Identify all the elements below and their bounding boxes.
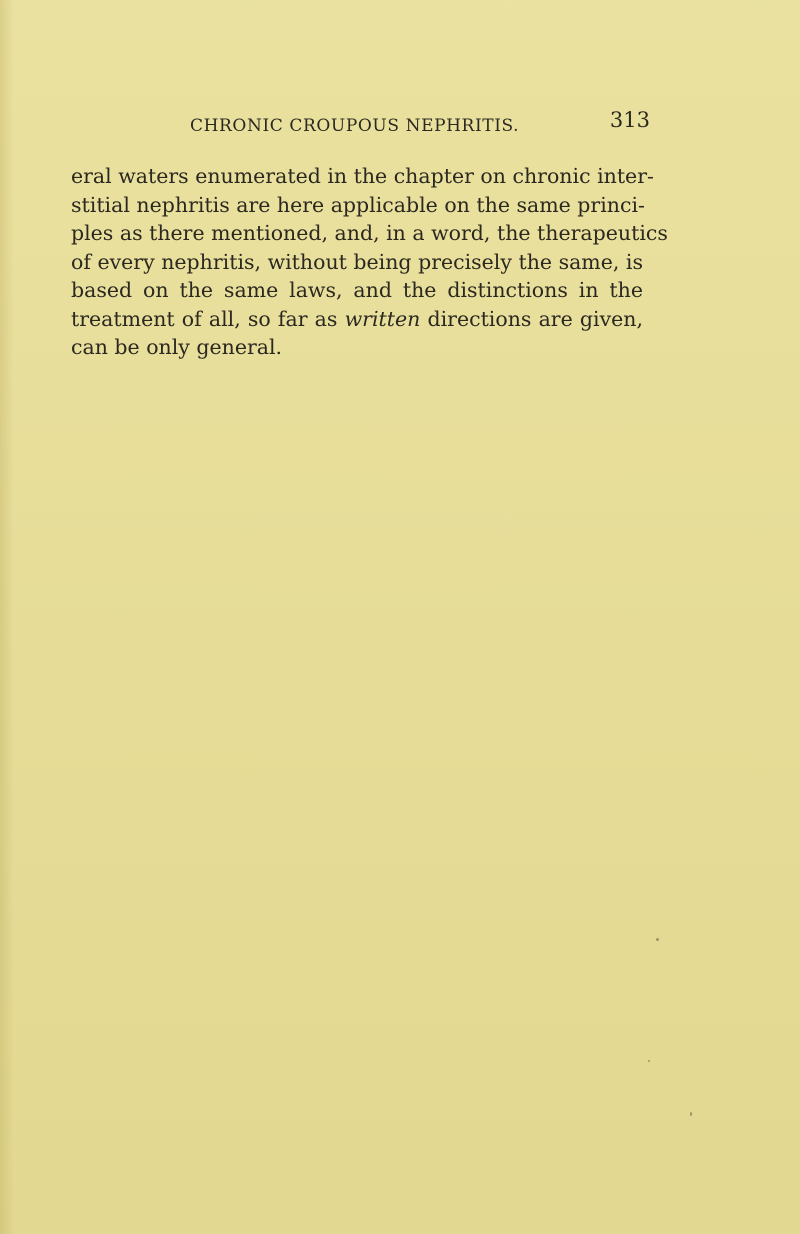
body-paragraph xyxy=(71,162,668,362)
text-line: can be only general. xyxy=(71,335,283,359)
text-segment: directions are given, xyxy=(420,306,644,331)
page-header xyxy=(190,108,650,140)
text-segment: treatment of all, so far as xyxy=(71,306,345,331)
text-line: based on the same laws, and the distinctions in the xyxy=(71,278,643,302)
text-line: of every nephritis, without being precisely the same, is xyxy=(71,249,643,274)
page-number: 313 xyxy=(609,108,650,132)
paper-speck xyxy=(690,1112,692,1116)
paper-speck xyxy=(648,1060,650,1062)
text-line: eral waters enumerated in the chapter on chronic inter- xyxy=(71,164,654,188)
text-line: stitial nephritis are here applicable on the same princi- xyxy=(71,192,645,217)
text-line xyxy=(71,305,643,334)
emphasized-word: written xyxy=(344,306,421,331)
text-line: ples as there mentioned, and, in a word, the therapeutics xyxy=(71,221,668,245)
running-head: CHRONIC CROUPOUS NEPHRITIS. xyxy=(190,116,520,136)
paper-speck xyxy=(656,938,659,941)
